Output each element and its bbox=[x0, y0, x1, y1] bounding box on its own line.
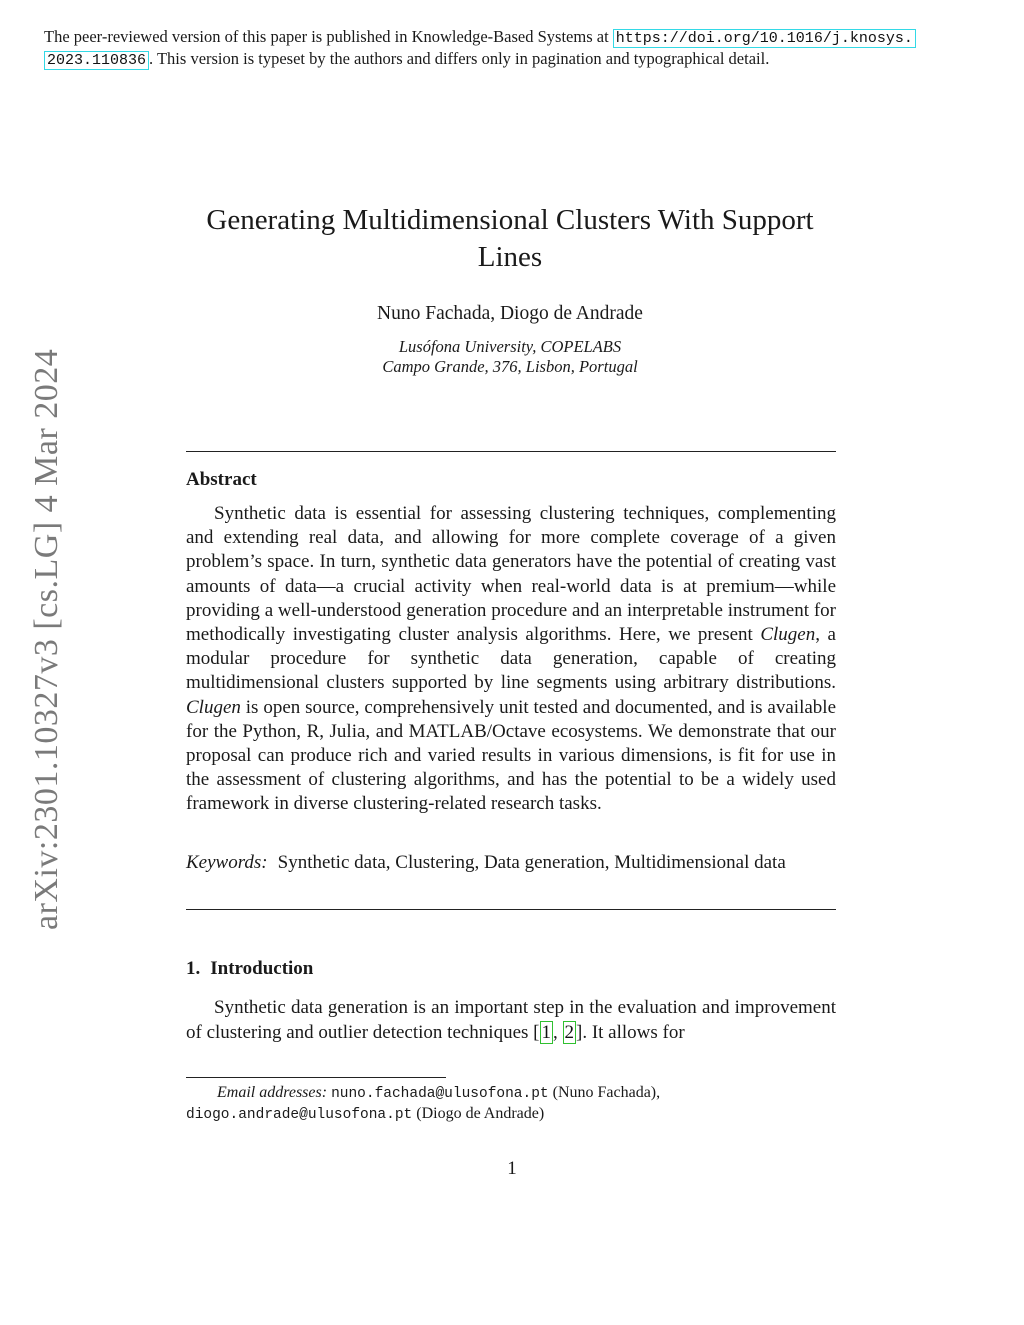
footnote-rule bbox=[186, 1077, 446, 1078]
email-link[interactable]: nuno.fachada@ulusofona.pt bbox=[331, 1086, 549, 1102]
affiliation bbox=[180, 337, 840, 377]
keywords-text: Synthetic data, Clustering, Data generation, Multidimensional data bbox=[277, 852, 786, 873]
introduction-text: Synthetic data generation is an important step in the evaluation and improvement of clustering and outlier detection techniques [ 1 , 2 ]. It allows for bbox=[186, 997, 836, 1043]
footnote-label: Email addresses: bbox=[217, 1084, 328, 1101]
keywords bbox=[186, 851, 836, 875]
section-title: Introduction bbox=[210, 958, 314, 979]
abstract-top-rule bbox=[186, 451, 836, 452]
arxiv-identifier: arXiv:2301.10327v3 [cs.LG] 4 Mar 2024 bbox=[28, 348, 65, 930]
affiliation-line-2: Campo Grande, 376, Lisbon, Portugal bbox=[382, 357, 638, 376]
clugen-term: Clugen bbox=[186, 696, 241, 718]
page-number: 1 bbox=[507, 1158, 517, 1179]
notice-text: The peer-reviewed version of this paper is published in Knowledge-Based Systems at bbox=[44, 27, 613, 46]
footnote: Email addresses: nuno.fachada@ulusofona.pt (Nuno Fachada), diogo.andrade@ulusofona.pt (Diogo de Andrade) bbox=[186, 1084, 661, 1123]
abstract-heading: Abstract bbox=[186, 469, 257, 490]
doi-link[interactable]: https://doi.org/10.1016/j.knosys. bbox=[613, 29, 916, 48]
paper-title: Generating Multidimensional Clusters With Support Lines bbox=[206, 204, 814, 273]
keywords-label: Keywords: bbox=[186, 852, 268, 873]
citation-link[interactable]: 2 bbox=[564, 1021, 574, 1043]
citation-link[interactable]: 1 bbox=[541, 1021, 551, 1043]
author-list: Nuno Fachada, Diogo de Andrade bbox=[377, 303, 643, 324]
section-number: 1. bbox=[186, 958, 201, 979]
doi-link-continued[interactable]: 2023.110836 bbox=[44, 51, 149, 70]
abstract-text: Synthetic data is essential for assessing clustering techniques, complementing and extending real data, and allowing for more complete coverage of a given problem’s space. In turn, synthetic data generators have the potential of creating vast amounts of data—a crucial activity when real-world data is at premium—while providing a well-understood generation procedure and an interpretable instrument for methodically investigating cluster analysis algorithms. Here, we present Clugen, a modular procedure for synthetic data generation, capable of creating multidimensional clusters supported by line segments using arbitrary distributions. Clugen is open source, comprehensively unit tested and documented, and is available for the Python, R, Julia, and MATLAB/Octave ecosystems. We demonstrate that our proposal can produce rich and varied results in various dimensions, is fit for use in the assessment of clustering algorithms, and has the potential to be a widely used framework in diverse clustering-related research tasks. bbox=[186, 503, 836, 815]
publication-notice bbox=[44, 27, 964, 71]
email-link[interactable]: diogo.andrade@ulusofona.pt bbox=[186, 1107, 413, 1123]
affiliation-line-1: Lusófona University, COPELABS bbox=[398, 337, 622, 356]
abstract-bottom-rule bbox=[186, 909, 836, 910]
notice-text-after: . This version is typeset by the authors and differs only in pagination and typographical detail. bbox=[149, 49, 770, 68]
section-heading bbox=[186, 958, 313, 980]
clugen-term: Clugen bbox=[760, 624, 816, 646]
